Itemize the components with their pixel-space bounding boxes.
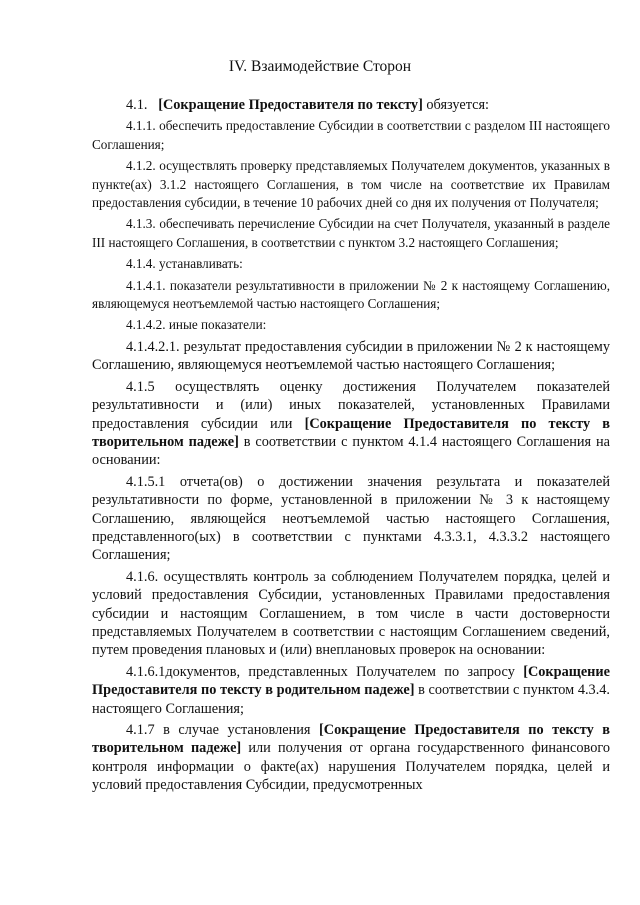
clause-4-1-4-2-1: [92, 338, 610, 375]
clause-text: осуществлять проверку представляемых Получателем документов, указанных в пункте(ах) 3.1.2 настоящего Соглашения, в том числе на соответствие их Правилам предоставления субсидии, в течение 10 рабочих дней со дня их получения от Получателя;: [92, 158, 610, 211]
section-body: [92, 96, 610, 798]
clause-number: 4.1.6.1: [126, 663, 166, 680]
clause-4-1-1: [92, 117, 610, 154]
clause-number: 4.1.4.2.1.: [126, 338, 180, 355]
placeholder-text: [Сокращение Предоставителя по тексту]: [158, 97, 423, 113]
clause-text: устанавливать:: [158, 256, 243, 272]
clause-4-1-7: [92, 721, 610, 795]
clause-number: 4.1.4.1.: [126, 277, 166, 293]
clause-number: 4.1.4.: [126, 256, 156, 272]
placeholder-text: [Сокращение Предоставителя по тексту в родительном падеже]: [92, 663, 610, 699]
clause-number: 4.1.6.: [126, 568, 159, 585]
clause-4-1-5: [92, 378, 610, 470]
clause-text: показатели результативности в приложении № 2 к настоящему Соглашению, являющемуся неотъемлемой частью настоящего Соглашения;: [92, 277, 611, 312]
clause-4-1-4-1: [92, 277, 610, 314]
clause-text: осуществлять контроль за соблюдением Получателем порядка, целей и условий предоставления Субсидии, установленных Правилами предоставления субсидии и настоящим Соглашением, в том числе в части достоверности представляемых Получателем в соответствии с настоящим Соглашением сведений, путем проведения плановых и (или) внеплановых проверок на основании:: [92, 568, 610, 659]
clause-4-1-6-1: [92, 663, 610, 718]
clause-text: результат предоставления субсидии в приложении № 2 к настоящему Соглашению, являющемуся неотъемлемой частью настоящего Соглашения;: [92, 338, 610, 374]
clause-text: иные показатели:: [168, 317, 267, 333]
clause-number: 4.1.2.: [126, 158, 156, 174]
clause-text-before: документов, представленных Получателем по запросу: [165, 663, 524, 680]
clause-number: 4.1.1.: [126, 118, 156, 134]
clause-text: или получения от органа государственного финансового контроля информации о факте(ах) нарушения Получателем порядка, целей и условий предоставления Субсидии, предусмотренных: [92, 740, 610, 794]
clause-text-before: осуществлять оценку достижения Получателем показателей результативности и (или) иных показателей, установленных Правилами предоставления субсидии или: [92, 378, 611, 432]
clause-text: обязуется:: [422, 97, 490, 113]
clause-4-1-4-2: [92, 316, 610, 334]
placeholder-text: [Сокращение Предоставителя по тексту в творительном падеже]: [92, 415, 610, 450]
clause-number: 4.1.5.1: [126, 473, 166, 490]
clause-4-1-6: [92, 568, 610, 660]
clause-text: в соответствии с пунктом 4.3.4. настоящего Соглашения;: [92, 682, 610, 717]
clause-text: отчета(ов) о достижении значения результата и показателей результативности по форме, установленной в приложении № 3 к настоящему Соглашению, являющейся неотъемлемой частью настоящего Соглашения, представленного(ых) в соответствии с пунктами 4.3.3.1, 4.3.3.2 настоящего Соглашения;: [92, 473, 611, 564]
clause-text-before: в случае установления: [163, 722, 319, 738]
clause-number: 4.1.7: [126, 722, 155, 738]
clause-number: 4.1.: [126, 97, 148, 113]
section-heading: IV. Взаимодействие Сторон: [228, 58, 412, 75]
clause-4-1-3: [92, 215, 610, 252]
clause-text: обеспечить предоставление Субсидии в соответствии с разделом III настоящего Соглашения;: [92, 118, 611, 152]
clause-number: 4.1.3.: [126, 216, 156, 232]
placeholder-text: [Сокращение Предоставителя по тексту в творительном падеже]: [92, 722, 610, 757]
clause-4-1-5-1: [92, 473, 610, 565]
clause-text: в соответствии с пунктом 4.1.4 настоящего Соглашения на основании:: [92, 433, 611, 469]
clause-4-1-4: [92, 255, 610, 273]
clause-number: 4.1.4.2.: [126, 317, 166, 333]
clause-number: 4.1.5: [126, 378, 155, 395]
clause-4-1: [92, 96, 610, 114]
clause-text: обеспечивать перечисление Субсидии на счет Получателя, указанный в разделе III настоящего Соглашения, в соответствии с пунктом 3.2 настоящего Соглашения;: [92, 216, 611, 250]
clause-4-1-2: [92, 157, 610, 212]
